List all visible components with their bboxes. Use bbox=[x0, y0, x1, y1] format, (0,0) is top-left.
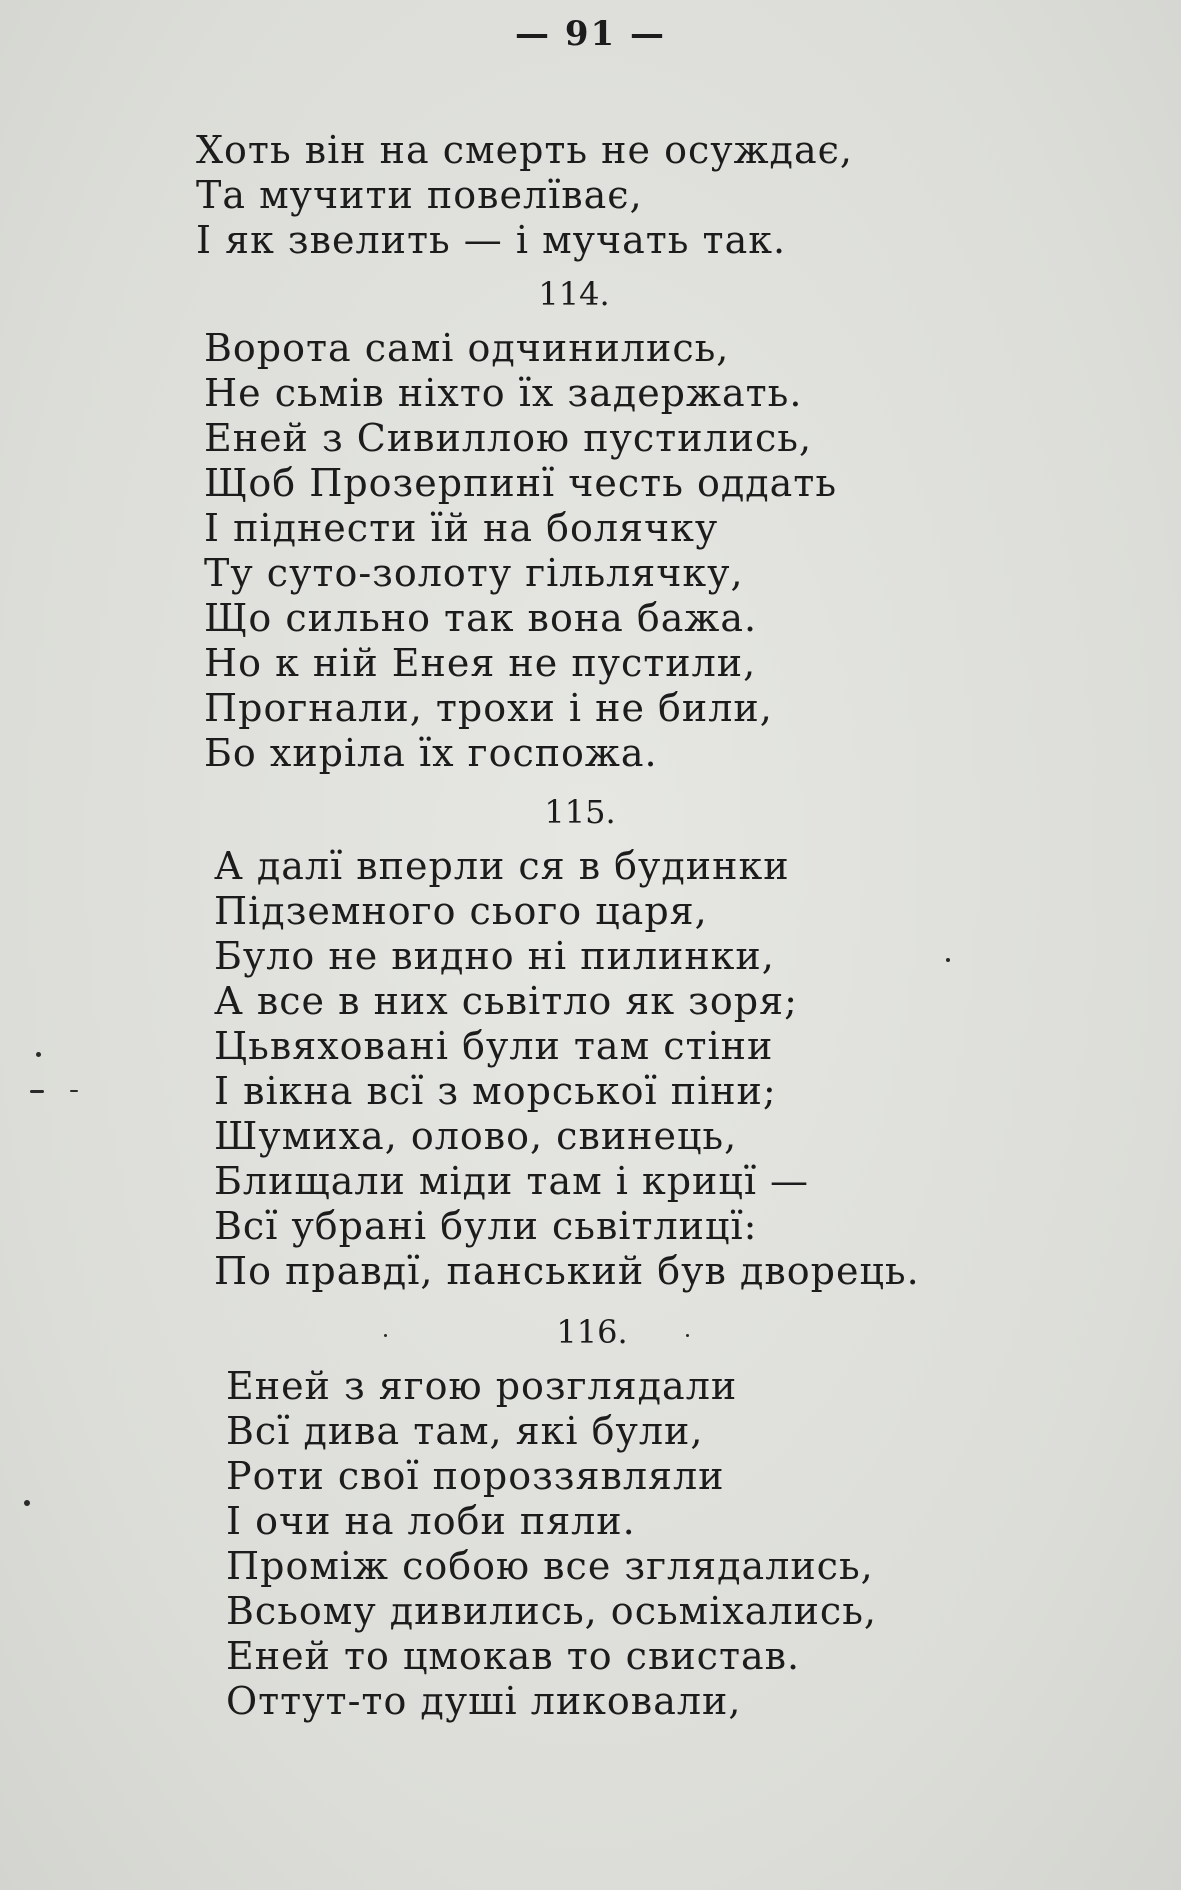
print-speck bbox=[30, 1090, 44, 1093]
verse-line: Хоть він на смерть не осуждає, bbox=[196, 128, 853, 172]
verse-line: Проміж собою все зглядались, bbox=[226, 1544, 874, 1588]
stanza-continuation bbox=[196, 128, 853, 263]
stanza-number: 115. bbox=[544, 793, 616, 831]
verse-line: Блищали міди там і крицї — bbox=[214, 1159, 810, 1203]
verse-line: Не сьмів ніхто їх задержать. bbox=[204, 371, 803, 415]
print-speck bbox=[70, 1090, 78, 1092]
verse-line: Прогнали, трохи і не били, bbox=[204, 686, 773, 730]
stanza-114 bbox=[204, 326, 837, 776]
verse-line: І очи на лоби пяли. bbox=[226, 1499, 636, 1543]
verse-line: Оттут-то душі ликовали, bbox=[226, 1679, 742, 1723]
verse-line: А далї вперли ся в будинки bbox=[214, 844, 790, 888]
verse-line: Що сильно так вона бажа. bbox=[204, 596, 758, 640]
verse-line: Всї убрані були сьвітлицї: bbox=[214, 1204, 758, 1248]
stanza-115 bbox=[214, 844, 920, 1294]
verse-line: Підземного сього царя, bbox=[214, 889, 708, 933]
verse-line: А все в них сьвітло як зоря; bbox=[214, 979, 798, 1023]
verse-line: Еней з Сивиллою пустились, bbox=[204, 416, 813, 460]
verse-line: Цьвяховані були там стіни bbox=[214, 1024, 774, 1068]
verse-line: Ворота самі одчинились, bbox=[204, 326, 730, 370]
stanza-number: 114. bbox=[538, 275, 610, 313]
print-speck bbox=[946, 958, 950, 962]
verse-line: Та мучити повелїває, bbox=[196, 173, 643, 217]
verse-line: Щоб Прозерпинї честь оддать bbox=[204, 461, 838, 505]
verse-line: Еней з ягою розглядали bbox=[226, 1364, 738, 1408]
print-speck bbox=[686, 1334, 689, 1337]
verse-line: І як звелить — і мучать так. bbox=[196, 218, 787, 262]
verse-line: Всьому дивились, осьміхались, bbox=[226, 1589, 877, 1633]
verse-line: І піднести їй на болячку bbox=[204, 506, 719, 550]
print-speck bbox=[36, 1052, 41, 1057]
print-speck bbox=[24, 1500, 30, 1506]
verse-line: І вікна всї з морської піни; bbox=[214, 1069, 777, 1113]
print-speck bbox=[384, 1334, 387, 1337]
verse-line: Бо хиріла їх госпожа. bbox=[204, 731, 658, 775]
stanza-116 bbox=[226, 1364, 877, 1724]
verse-line: Шумиха, олово, свинець, bbox=[214, 1114, 738, 1158]
verse-line: Роти свої пороззявляли bbox=[226, 1454, 725, 1498]
verse-line: Ту суто-золоту гільлячку, bbox=[204, 551, 744, 595]
page-number: — 91 — bbox=[515, 14, 666, 54]
verse-line: Було не видно ні пилинки, bbox=[214, 934, 775, 978]
verse-line: Еней то цмокав то свистав. bbox=[226, 1634, 801, 1678]
stanza-number: 116. bbox=[556, 1313, 628, 1351]
verse-line: По правдї, панський був дворець. bbox=[214, 1249, 920, 1293]
verse-line: Но к ній Енея не пустили, bbox=[204, 641, 757, 685]
verse-line: Всї дива там, які були, bbox=[226, 1409, 704, 1453]
